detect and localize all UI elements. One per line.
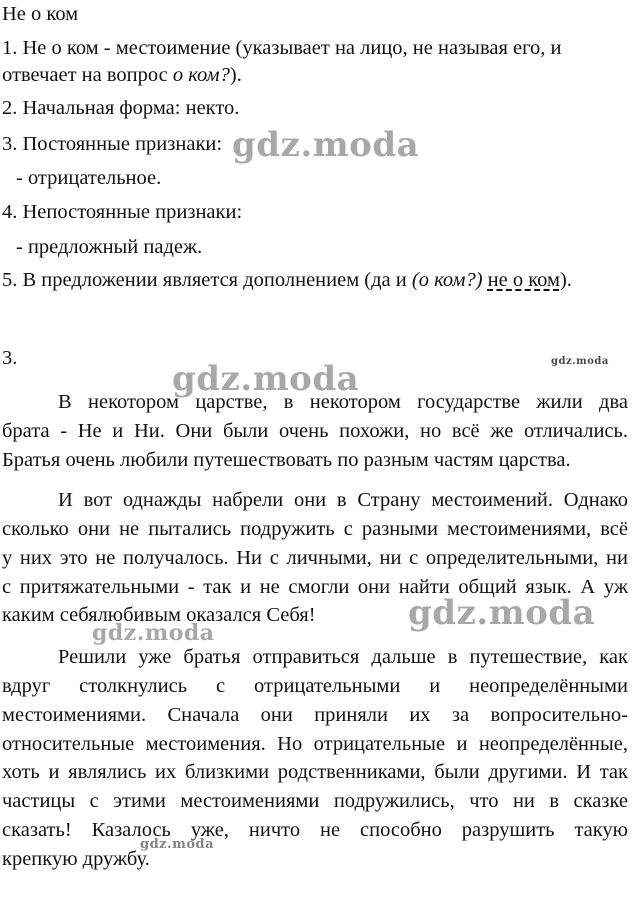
story-p3-line-2: вдруг столкнулись с отрицательными и неопределёнными xyxy=(2,675,628,697)
heading: Не о ком xyxy=(2,3,79,25)
story-p3-line-8: крепкую дружбу. xyxy=(2,848,150,870)
analysis-text: ). xyxy=(229,64,242,86)
story-p2-line-4: с притяжательными - так и не смогли они найти общий язык. А уж xyxy=(2,576,628,598)
underlined-word: не о ком xyxy=(487,269,560,291)
watermark: gdz.moda xyxy=(92,620,215,646)
story-p3-line-3: местоимениями. Сначала они приняли их за вопросительно- xyxy=(2,704,628,726)
watermark: gdz.moda xyxy=(232,125,420,165)
analysis-text: ). xyxy=(559,269,572,291)
analysis-line-7 xyxy=(2,270,572,291)
story-p1-line-2: брата - Не и Ни. Они были очень похожи, но всё же отличались. xyxy=(2,420,628,442)
story-p3-line-6: частицы с этими местоимениями подружились, что ни в сказке xyxy=(2,790,628,812)
analysis-line-1-cont xyxy=(2,65,242,86)
section-number: 3. xyxy=(2,347,18,369)
analysis-line-6: - предложный падеж. xyxy=(16,236,203,258)
story-p3-line-4: относительные местоимения. Но отрицательные и неопределённые, xyxy=(2,733,628,755)
analysis-line-2: 2. Начальная форма: некто. xyxy=(2,97,240,119)
story-p3-line-5: хоть и являлись их близкими родственниками, были другими. И так xyxy=(2,761,628,783)
story-p2-line-3: у них это не получалось. Ни с личными, ни с определительными, ни xyxy=(2,547,628,569)
story-p2-line-5: каким себялюбивым оказался Себя! xyxy=(2,604,316,626)
watermark: gdz.moda xyxy=(408,593,596,633)
analysis-line-4: - отрицательное. xyxy=(16,167,162,189)
analysis-text: отвечает на вопрос xyxy=(2,64,173,86)
analysis-text: 5. В предложении является дополнением (да и xyxy=(2,269,412,291)
story-p1-line-3: Братья очень любили путешествовать по разным частям царства. xyxy=(2,449,571,471)
story-p3-line-1: Решили уже братья отправиться дальше в путешествие, как xyxy=(58,646,628,668)
watermark-small: gdz.moda xyxy=(140,837,215,852)
story-p2-line-1: И вот однажды набрели они в Страну местоимений. Однако xyxy=(58,489,628,511)
watermark: gdz.moda xyxy=(172,359,360,399)
analysis-line-5: 4. Непостоянные признаки: xyxy=(2,201,243,223)
question-italic: о ком? xyxy=(172,64,230,86)
story-p3-line-7: сказать! Казалось уже, ничто не способно разрушить такую xyxy=(2,819,628,841)
story-p1-line-1: В некотором царстве, в некотором государстве жили два xyxy=(58,391,628,413)
analysis-line-1: 1. Не о ком - местоимение (указывает на лицо, не называя его, и xyxy=(2,37,562,59)
story-p2-line-2: сколько они не пытались подружить с разными местоимениями, всё xyxy=(2,518,628,540)
question-italic: (о ком?) xyxy=(411,269,483,291)
watermark-small: gdz.moda xyxy=(551,356,609,367)
analysis-line-3: 3. Постоянные признаки: xyxy=(2,133,223,155)
